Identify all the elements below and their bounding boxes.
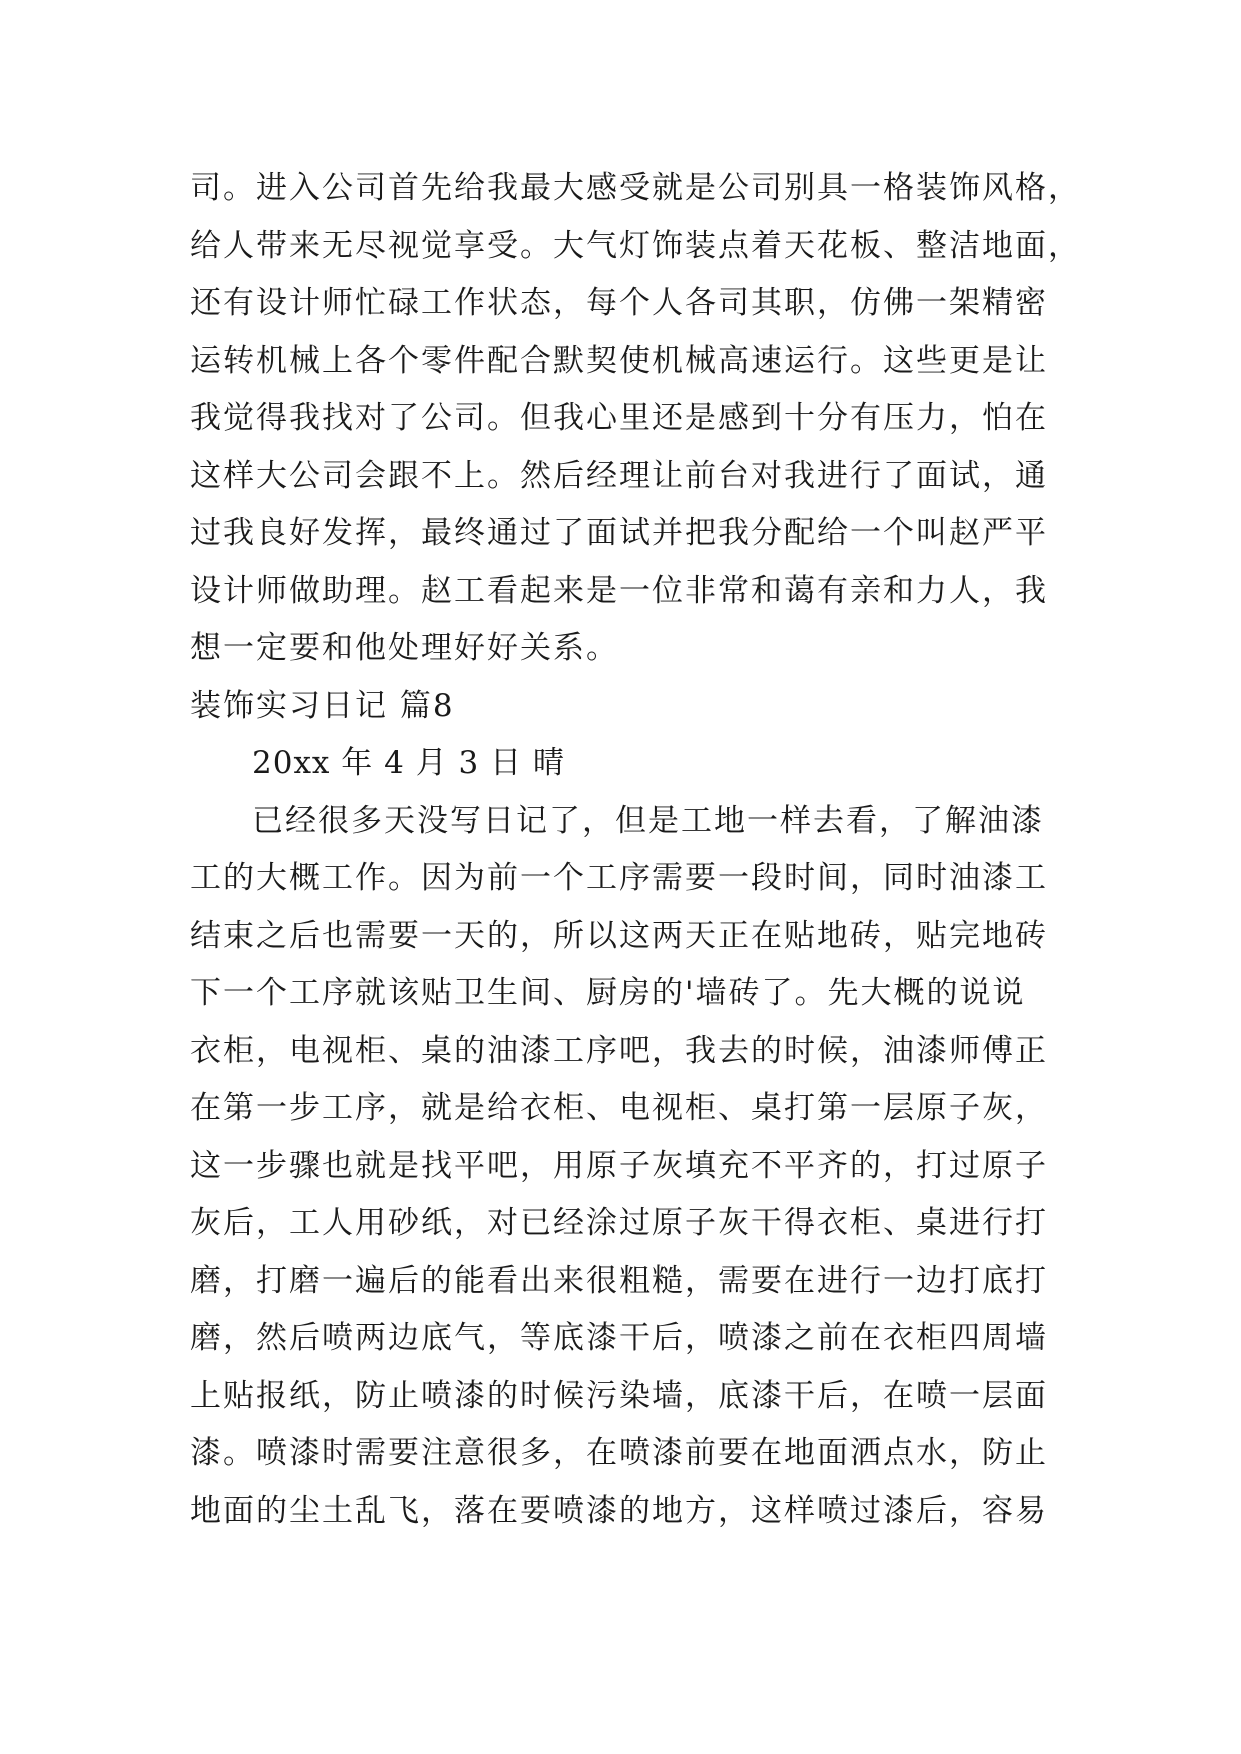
body-line: 想一定要和他处理好好关系。 <box>190 630 619 666</box>
body-line: 我觉得我找对了公司。但我心里还是感到十分有压力，怕在 <box>190 400 1048 436</box>
body-line: 工的大概工作。因为前一个工序需要一段时间，同时油漆工 <box>190 860 1048 896</box>
body-line: 磨，然后喷两边底气，等底漆干后，喷漆之前在衣柜四周墙 <box>190 1320 1048 1356</box>
body-line: 这一步骤也就是找平吧，用原子灰填充不平齐的，打过原子 <box>190 1147 1048 1184</box>
body-line: 给人带来无尽视觉享受。大气灯饰装点着天花板、整洁地面， <box>190 227 1081 264</box>
body-line: 地面的尘土乱飞，落在要喷漆的地方，这样喷过漆后，容易 <box>190 1492 1048 1529</box>
body-line: 下一个工序就该贴卫生间、厨房的'墙砖了。先大概的说说 <box>190 975 1026 1011</box>
body-line: 灰后，工人用砂纸，对已经涂过原子灰干得衣柜、桌进行打 <box>190 1205 1048 1241</box>
body-line: 过我良好发挥，最终通过了面试并把我分配给一个叫赵严平 <box>190 515 1048 551</box>
body-line: 运转机械上各个零件配合默契使机械高速运行。这些更是让 <box>190 342 1048 379</box>
body-line: 漆。喷漆时需要注意很多，在喷漆前要在地面洒点水，防止 <box>190 1435 1048 1471</box>
body-line: 设计师做助理。赵工看起来是一位非常和蔼有亲和力人，我 <box>190 572 1048 609</box>
body-line: 还有设计师忙碌工作状态，每个人各司其职，仿佛一架精密 <box>190 285 1048 321</box>
body-line: 司。进入公司首先给我最大感受就是公司别具一格装饰风格， <box>190 170 1081 206</box>
document-body <box>190 160 1090 1540</box>
section-heading: 装饰实习日记 篇8 <box>190 687 455 724</box>
body-line: 这样大公司会跟不上。然后经理让前台对我进行了面试，通 <box>190 457 1048 494</box>
body-line: 衣柜，电视柜、桌的油漆工序吧，我去的时候，油漆师傅正 <box>190 1032 1048 1069</box>
body-line: 结束之后也需要一天的，所以这两天正在贴地砖，贴完地砖 <box>190 917 1048 954</box>
body-line: 磨，打磨一遍后的能看出来很粗糙，需要在进行一边打底打 <box>190 1262 1048 1299</box>
body-line: 上贴报纸，防止喷漆的时候污染墙，底漆干后，在喷一层面 <box>190 1377 1048 1414</box>
body-line: 在第一步工序，就是给衣柜、电视柜、桌打第一层原子灰， <box>190 1090 1048 1126</box>
body-line: 已经很多天没写日记了，但是工地一样去看，了解油漆 <box>252 802 1044 839</box>
entry-date: 20xx 年 4 月 3 日 晴 <box>252 745 565 781</box>
